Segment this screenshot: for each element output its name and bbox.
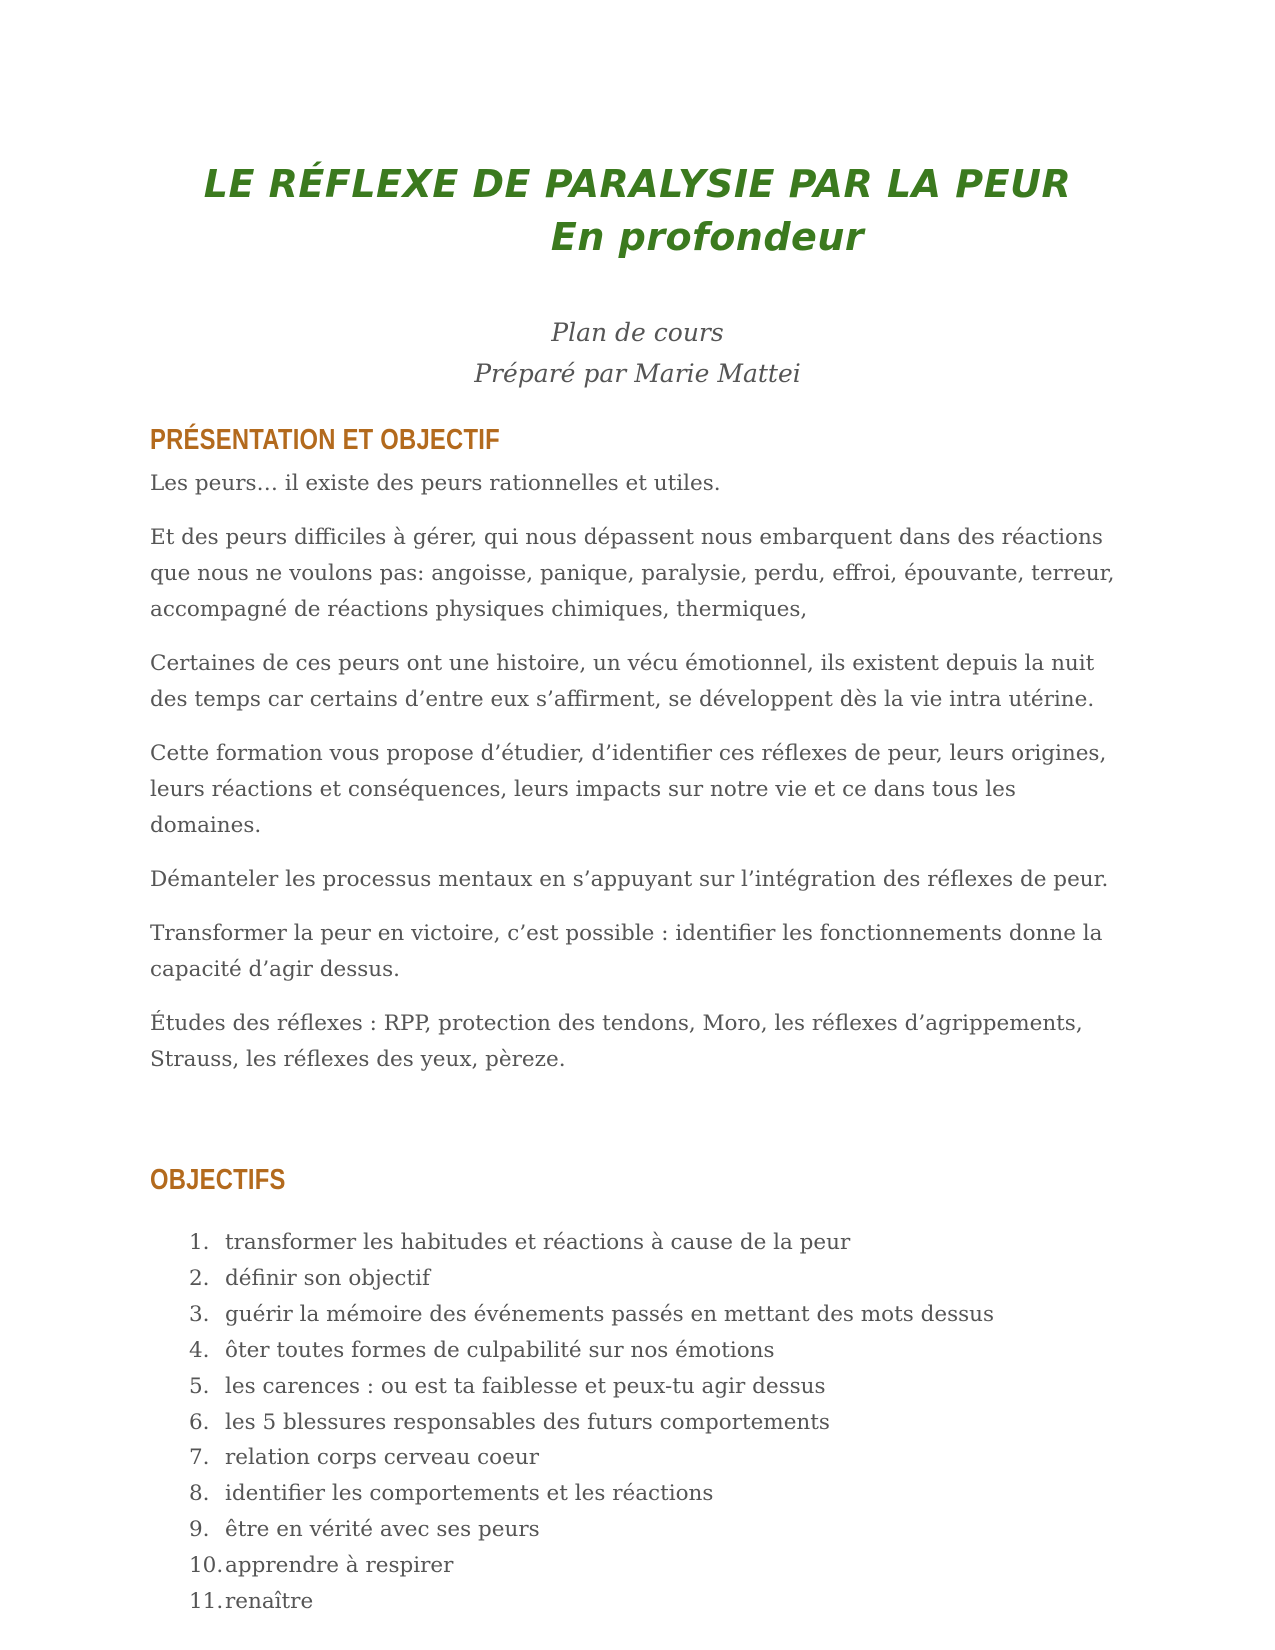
list-item-number: 3. — [189, 1301, 210, 1327]
section-heading-presentation: PRÉSENTATION ET OBJECTIF — [150, 424, 500, 456]
document-title-sub: En profondeur — [550, 215, 865, 259]
list-item — [150, 1333, 994, 1369]
list-item-text: transformer les habitudes et réactions à cause de la peur — [225, 1230, 851, 1255]
paragraph: Démanteler les processus mentaux en s’appuyant sur l’intégration des réflexes de peur. — [150, 867, 1109, 892]
paragraph: Certaines de ces peurs ont une histoire, un vécu émotionnel, ils existent depuis la nuit des temps car certains d’entre eux s’affirment, se développent dès la vie intra utérine. — [150, 651, 1095, 712]
paragraph: Les peurs… il existe des peurs rationnelles et utiles. — [150, 471, 721, 496]
list-item — [150, 1512, 994, 1548]
list-item-text: relation corps cerveau coeur — [225, 1445, 539, 1471]
paragraph: Et des peurs difficiles à gérer, qui nous dépassent nous embarquent dans des réactions que nous ne voulons pas: angoisse, panique, paralysie, perdu, effroi, épouvante, terreur, accompagné de réactions physiques chimiques, thermiques, — [150, 525, 1115, 622]
list-item-number: 8. — [189, 1481, 210, 1507]
list-item-text: ôter toutes formes de culpabilité sur nos émotions — [225, 1337, 775, 1363]
list-item-number: 1. — [189, 1230, 210, 1255]
list-item-number: 2. — [189, 1265, 210, 1291]
list-item-text: les 5 blessures responsables des futurs comportements — [225, 1409, 830, 1435]
objectives-list — [150, 1225, 994, 1620]
list-item-number: 11. — [189, 1589, 224, 1615]
list-item — [150, 1261, 994, 1297]
list-item-text: les carences : ou est ta faiblesse et peux-tu agir dessus — [225, 1373, 826, 1399]
list-item-text: guérir la mémoire des événements passés en mettant des mots dessus — [225, 1301, 995, 1327]
list-item-text: identifier les comportements et les réactions — [225, 1481, 714, 1507]
list-item-text: être en vérité avec ses peurs — [225, 1517, 540, 1543]
list-item — [150, 1584, 994, 1620]
list-item — [150, 1369, 994, 1405]
list-item-text: apprendre à respirer — [225, 1553, 454, 1579]
list-item — [150, 1440, 994, 1476]
list-item — [150, 1548, 994, 1584]
list-item-number: 9. — [189, 1517, 210, 1543]
list-item-text: renaître — [225, 1589, 314, 1615]
paragraph: Cette formation vous propose d’étudier, d’identifier ces réflexes de peur, leurs origines, leurs réactions et conséquences, leurs impacts sur notre vie et ce dans tous les domaines. — [150, 741, 1107, 838]
list-item-number: 5. — [189, 1373, 210, 1399]
document-subtitle: Plan de cours — [551, 318, 724, 347]
document-title: LE RÉFLEXE DE PARALYSIE PAR LA PEUR — [203, 162, 1072, 206]
list-item-number: 6. — [189, 1409, 210, 1435]
list-item — [150, 1476, 994, 1512]
list-item — [150, 1225, 994, 1261]
list-item — [150, 1297, 994, 1333]
paragraph: Transformer la peur en victoire, c’est possible : identifier les fonctionnements donne la capacité d’agir dessus. — [150, 921, 1103, 982]
paragraph: Études des réflexes : RPP, protection des tendons, Moro, les réflexes d’agrippements, Strauss, les réflexes des yeux, pèreze. — [150, 1011, 1083, 1072]
list-item-number: 7. — [189, 1445, 210, 1471]
list-item-text: définir son objectif — [225, 1265, 430, 1291]
list-item-number: 4. — [189, 1337, 210, 1363]
presentation-body — [150, 466, 1130, 1078]
list-item-number: 10. — [189, 1553, 224, 1579]
list-item — [150, 1405, 994, 1441]
document-author: Préparé par Marie Mattei — [474, 359, 801, 388]
section-heading-objectives: OBJECTIFS — [150, 1164, 286, 1196]
